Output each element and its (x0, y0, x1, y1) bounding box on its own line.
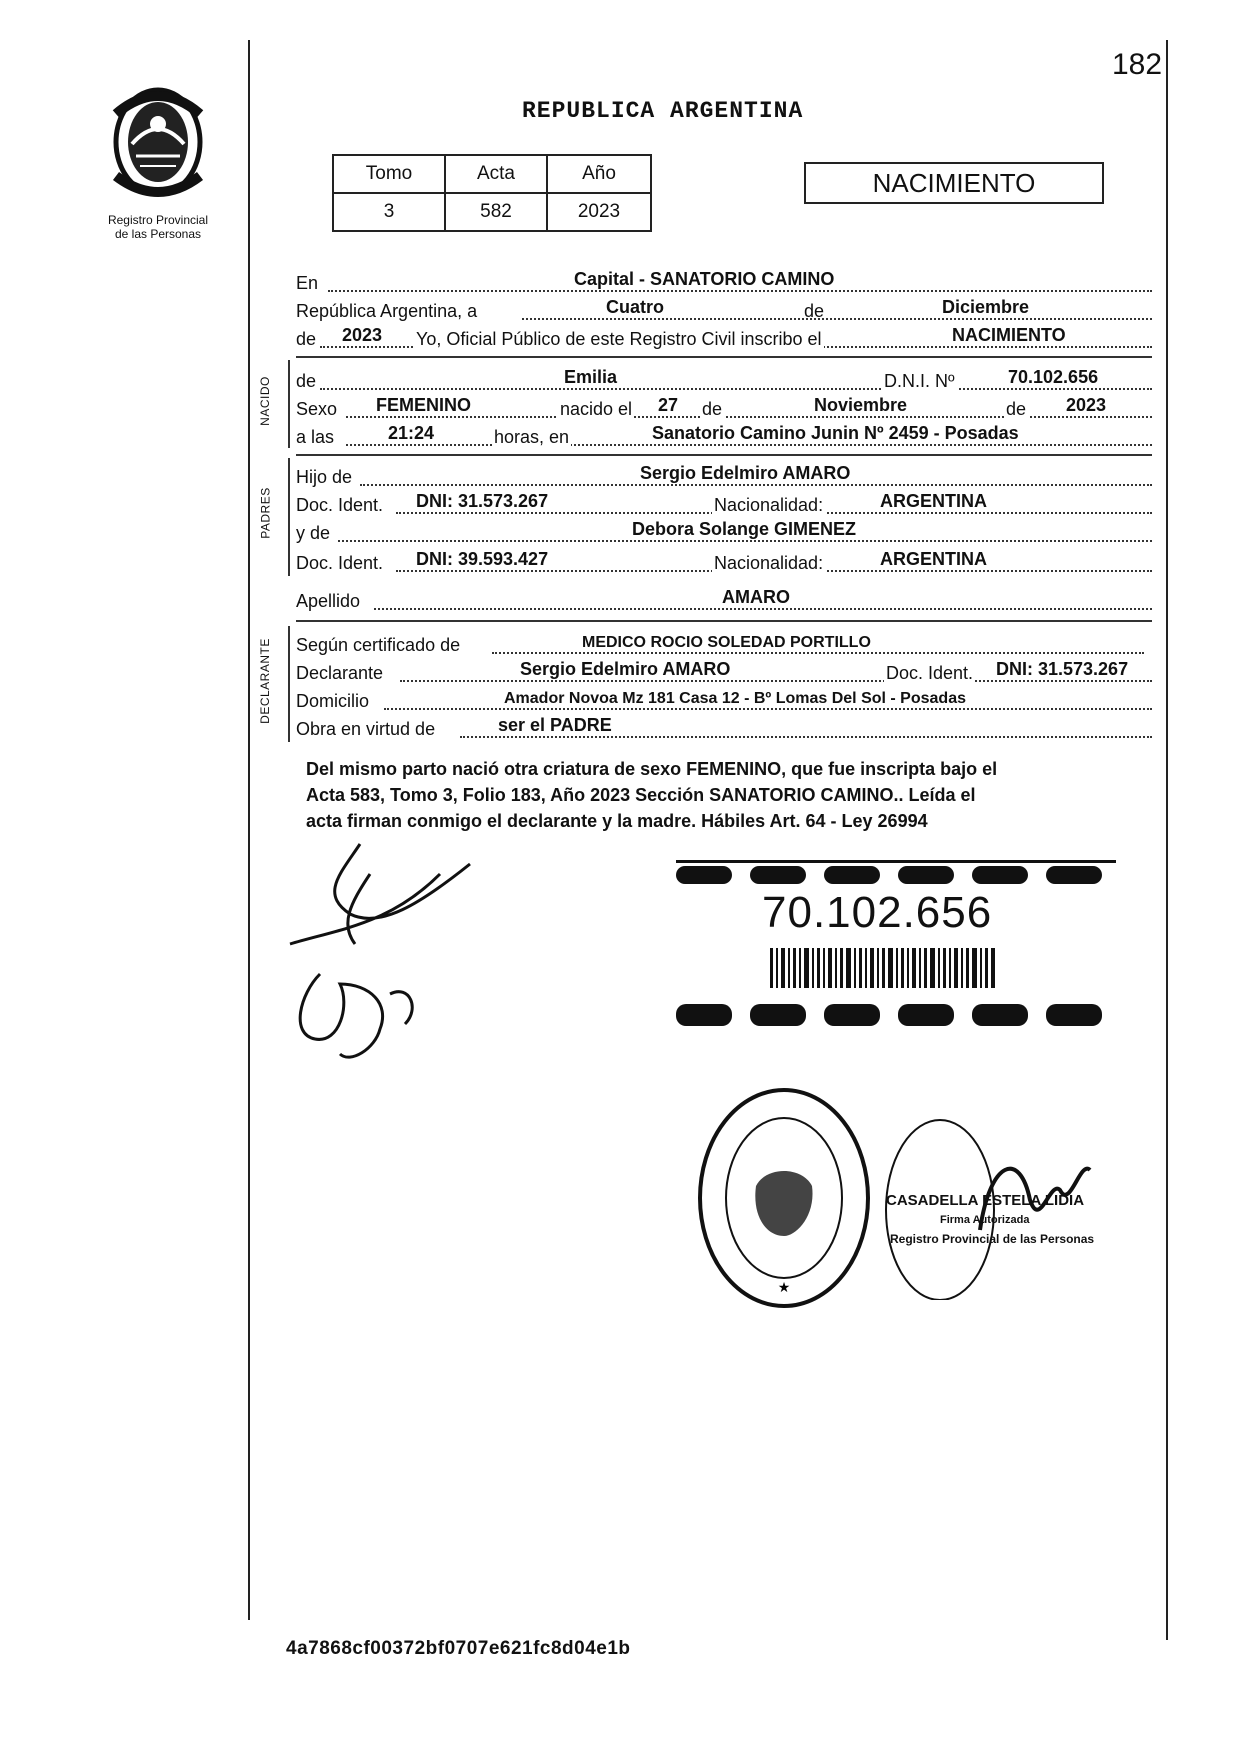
padres-band (288, 458, 290, 576)
registry-logo (92, 84, 224, 241)
name-value: Emilia (564, 367, 618, 387)
barcode-icon (770, 948, 1000, 988)
logo-caption-1: Registro Provincial (107, 213, 209, 227)
year-value: 2023 (342, 325, 383, 345)
dom-label: Domicilio (296, 691, 370, 711)
value-acta: 582 (445, 193, 547, 231)
birth-month-value: Noviembre (814, 395, 908, 415)
value-tomo: 3 (333, 193, 445, 231)
separator-3 (296, 620, 1152, 622)
svg-text:★: ★ (777, 1280, 791, 1296)
row-sexo (296, 392, 1152, 422)
cert-value: MEDICO ROCIO SOLEDAD PORTILLO (582, 634, 871, 651)
record-type-box: NACIMIENTO (804, 162, 1104, 204)
time-value: 21:24 (388, 423, 435, 443)
padres-side-label: PADRES (258, 487, 273, 539)
row-apellido (296, 584, 1152, 614)
observations (306, 756, 1146, 834)
row-fecha (296, 294, 1152, 324)
dni-label: D.N.I. Nº (884, 371, 955, 391)
registry-table (332, 154, 652, 232)
place-value: Sanatorio Camino Junin Nº 2459 - Posadas (652, 423, 1019, 443)
header-tomo: Tomo (333, 155, 445, 193)
note-line-2: Acta 583, Tomo 3, Folio 183, Año 2023 Sección SANATORIO CAMINO.. Leída el (306, 785, 976, 805)
decl-doc-value: DNI: 31.573.267 (996, 659, 1129, 679)
obra-label: Obra en virtud de (296, 719, 436, 739)
separator-2 (296, 454, 1152, 456)
row-madre (296, 516, 1152, 546)
official-role: Firma Autorizada (940, 1214, 1030, 1226)
sticker-pattern-bottom-icon (676, 1002, 1116, 1032)
official-name: CASADELLA ESTELA LIDIA (886, 1192, 1085, 1209)
note-line-3: acta firman conmigo el declarante y la madre. Hábiles Art. 64 - Ley 26994 (306, 811, 928, 831)
yo-label: Yo, Oficial Público de este Registro Civil inscribo el (416, 329, 822, 349)
decl-label: Declarante (296, 663, 384, 683)
sexo-label: Sexo (296, 399, 338, 419)
official-seal (696, 1086, 872, 1310)
obra-value: ser el PADRE (498, 715, 612, 735)
cert-label: Según certificado de (296, 635, 461, 655)
note-line-1: Del mismo parto nació otra criatura de sexo FEMENINO, que fue inscripta bajo el (306, 759, 998, 779)
horas-label: horas, en (494, 427, 570, 447)
header-acta: Acta (445, 155, 547, 193)
birth-day-value: 27 (658, 395, 679, 415)
father-doc-value: DNI: 31.573.267 (416, 491, 549, 511)
country-title: REPUBLICA ARGENTINA (522, 98, 804, 124)
father-value: Sergio Edelmiro AMARO (640, 463, 851, 483)
coat-of-arms-icon (92, 84, 224, 204)
alas-label: a las (296, 427, 335, 447)
mother-value: Debora Solange GIMENEZ (632, 519, 857, 539)
father-nat-label: Nacionalidad: (714, 495, 824, 515)
sticker-dni-number: 70.102.656 (762, 888, 993, 937)
page-number: 182 (1112, 48, 1163, 81)
yde-label: y de (296, 523, 331, 543)
row-padre-doc (296, 488, 1152, 518)
sticker-pattern-top-icon (676, 856, 1116, 886)
mother-doc-value: DNI: 39.593.427 (416, 549, 549, 569)
dni-value: 70.102.656 (1008, 367, 1099, 387)
row-domicilio (296, 684, 1152, 714)
de-label: de (804, 301, 825, 321)
row-certificado (296, 628, 1152, 658)
day-value: Cuatro (606, 297, 664, 317)
seal-icon (696, 1086, 872, 1310)
inscribe-value: NACIMIENTO (952, 325, 1066, 345)
row-padre (296, 460, 1152, 490)
row-en (296, 266, 1152, 296)
de-label-2: de (702, 399, 723, 419)
document-hash: 4a7868cf00372bf0707e621fc8d04e1b (286, 1638, 631, 1659)
month-value: Diciembre (942, 297, 1030, 317)
declarante-side-label: DECLARANTE (257, 638, 272, 724)
mother-nat-value: ARGENTINA (880, 549, 987, 569)
dom-value: Amador Novoa Mz 181 Casa 12 - Bº Lomas Del Sol - Posadas (504, 690, 966, 707)
row-declarante (296, 656, 1152, 686)
row-nombre (296, 364, 1152, 394)
mother-nat-label: Nacionalidad: (714, 553, 824, 573)
en-label: En (296, 273, 319, 293)
official-signature-stamp (880, 1100, 1140, 1300)
father-doc-label: Doc. Ident. (296, 495, 384, 515)
right-margin-rule (1166, 40, 1168, 1640)
left-margin-rule (248, 40, 250, 1620)
father-nat-value: ARGENTINA (880, 491, 987, 511)
mother-doc-label: Doc. Ident. (296, 553, 384, 573)
dni-sticker (676, 856, 1116, 1032)
birth-year-value: 2023 (1066, 395, 1107, 415)
de-label-3: de (1006, 399, 1027, 419)
row-obra (296, 712, 1152, 742)
nacido-de-label: de (296, 371, 317, 391)
nacido-side-label: NACIDO (257, 376, 272, 426)
de2-label: de (296, 329, 317, 349)
logo-caption-2: de las Personas (114, 227, 202, 241)
sexo-value: FEMENINO (376, 395, 472, 415)
separator-1 (296, 356, 1152, 358)
rep-label: República Argentina, a (296, 301, 478, 321)
decl-doc-label: Doc. Ident. (886, 663, 974, 683)
nacido-band (288, 360, 290, 448)
row-madre-doc (296, 546, 1152, 576)
official-org: Registro Provincial de las Personas (890, 1232, 1095, 1246)
declarant-signature-icon (280, 834, 500, 1074)
header-anio: Año (547, 155, 651, 193)
declarante-band (288, 626, 290, 742)
row-inscribe (296, 322, 1152, 352)
row-hora (296, 420, 1152, 450)
value-anio: 2023 (547, 193, 651, 231)
en-value: Capital - SANATORIO CAMINO (574, 269, 835, 289)
apellido-label: Apellido (296, 591, 361, 611)
hijo-label: Hijo de (296, 467, 353, 487)
apellido-value: AMARO (722, 587, 790, 607)
decl-value: Sergio Edelmiro AMARO (520, 659, 731, 679)
nacido-el-label: nacido el (560, 399, 633, 419)
